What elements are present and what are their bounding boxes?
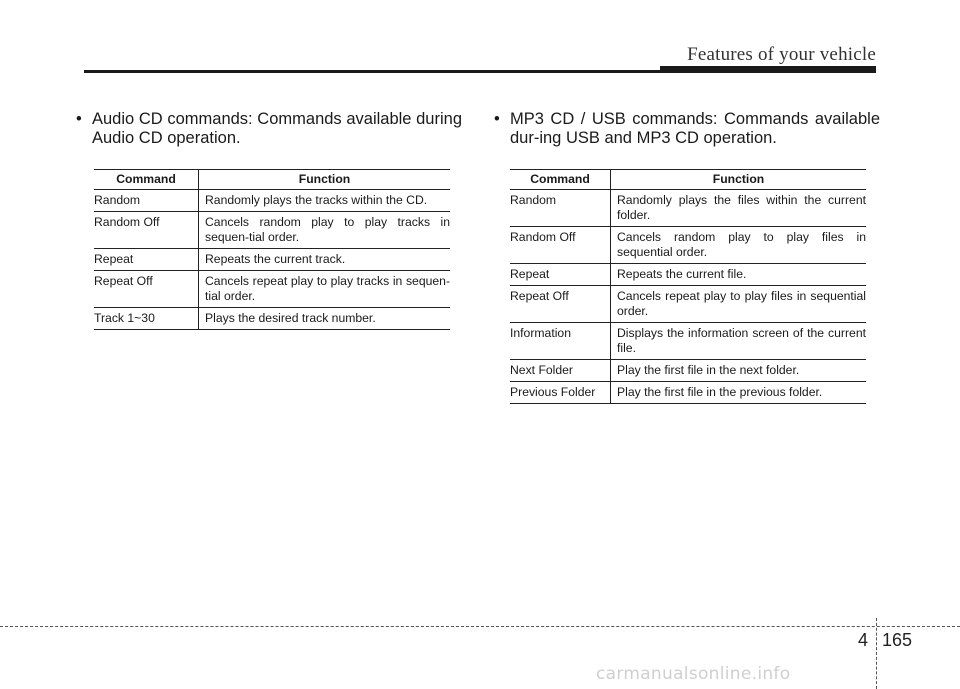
bullet-icon: • [494, 110, 500, 128]
table-row [510, 227, 866, 264]
function-cell: Play the first file in the previous folder. [611, 382, 867, 404]
command-cell: Repeat Off [94, 271, 199, 308]
function-cell: Displays the information screen of the current file. [611, 323, 867, 360]
function-cell: Cancels random play to play tracks in sequen-tial order. [199, 212, 451, 249]
column-header-command: Command [510, 170, 611, 190]
table-row [94, 271, 450, 308]
audio-cd-command-table [94, 169, 450, 330]
table-row [510, 382, 866, 404]
footer-dashed-divider [876, 618, 877, 689]
column-header-function: Function [611, 170, 867, 190]
page-number: 165 [882, 630, 913, 650]
command-cell: Random Off [510, 227, 611, 264]
audio-cd-intro-text: Audio CD commands: Commands available during Audio CD operation. [92, 110, 462, 147]
table-row [510, 190, 866, 227]
mp3-usb-command-table [510, 169, 866, 404]
chapter-number: 4 [858, 630, 869, 650]
function-cell: Repeats the current track. [199, 249, 451, 271]
table-row [94, 249, 450, 271]
command-cell: Repeat [94, 249, 199, 271]
audio-cd-section [76, 110, 462, 148]
column-header-command: Command [94, 170, 199, 190]
function-cell: Randomly plays the tracks within the CD. [199, 190, 451, 212]
command-cell: Random Off [94, 212, 199, 249]
command-cell: Random [510, 190, 611, 227]
function-cell: Cancels repeat play to play files in sequential order. [611, 286, 867, 323]
command-cell: Repeat [510, 264, 611, 286]
audio-cd-intro [76, 110, 462, 148]
section-header-title: Features of your vehicle [687, 44, 876, 65]
command-cell: Previous Folder [510, 382, 611, 404]
mp3-usb-intro [494, 110, 880, 148]
table-row [94, 212, 450, 249]
function-cell: Cancels repeat play to play tracks in sequen-tial order. [199, 271, 451, 308]
watermark: carmanualsonline.info [596, 664, 791, 684]
footer-dashed-rule [0, 626, 960, 627]
command-cell: Next Folder [510, 360, 611, 382]
mp3-usb-intro-text: MP3 CD / USB commands: Commands available dur-ing USB and MP3 CD operation. [510, 110, 880, 147]
command-cell: Information [510, 323, 611, 360]
command-cell: Track 1~30 [94, 308, 199, 330]
function-cell: Cancels random play to play files in sequential order. [611, 227, 867, 264]
table-header-row [94, 170, 450, 190]
table-header-row [510, 170, 866, 190]
table-row [510, 264, 866, 286]
mp3-usb-section [494, 110, 880, 148]
function-cell: Play the first file in the next folder. [611, 360, 867, 382]
column-header-function: Function [199, 170, 451, 190]
function-cell: Randomly plays the files within the current folder. [611, 190, 867, 227]
function-cell: Plays the desired track number. [199, 308, 451, 330]
table-row [94, 308, 450, 330]
table-row [94, 190, 450, 212]
table-row [510, 286, 866, 323]
function-cell: Repeats the current file. [611, 264, 867, 286]
header-rule [84, 70, 876, 73]
command-cell: Random [94, 190, 199, 212]
table-row [510, 360, 866, 382]
command-cell: Repeat Off [510, 286, 611, 323]
bullet-icon: • [76, 110, 82, 128]
table-row [510, 323, 866, 360]
